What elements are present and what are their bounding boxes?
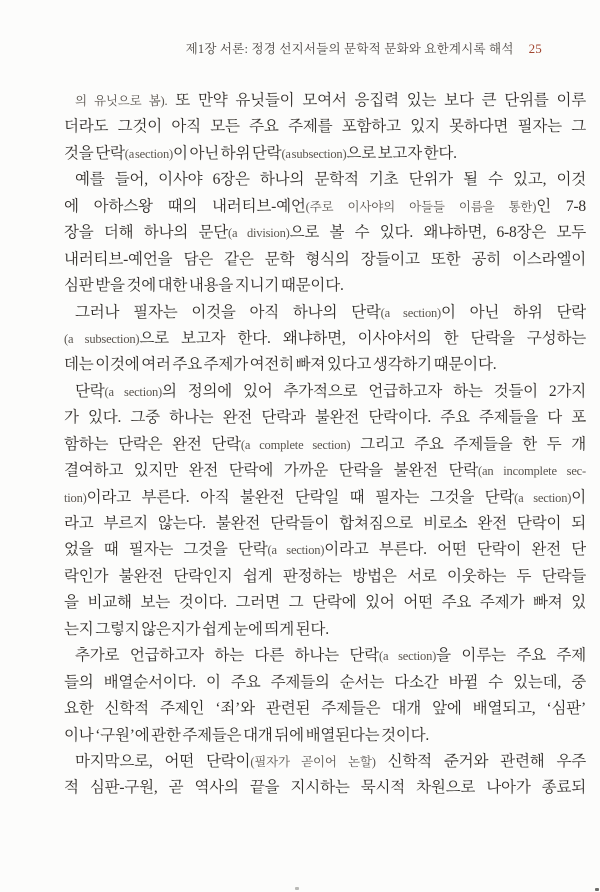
parenthetical-text: (a section) — [378, 649, 437, 664]
parenthetical-text: (a subsection) — [64, 331, 140, 346]
body-text-segment: 내러티브-예언을 담은 같은 문학 형식의 장들이고 또한 공히 이스라엘이 — [64, 250, 586, 268]
parenthetical-text: (a section) — [267, 543, 325, 558]
body-text-segment: 적 심판-구원, 곧 역사의 끝을 지시하는 묵시적 차원으로 나아가 종료되 — [64, 779, 586, 797]
body-text-segment: 으로 보고자 한다. — [346, 144, 457, 162]
body-text-segment: 신학적 준거와 관련해 우주 — [375, 752, 586, 770]
text-line — [64, 749, 586, 775]
text-line — [64, 458, 586, 484]
text-line — [64, 617, 586, 643]
text-line — [64, 775, 586, 801]
text-line — [64, 273, 586, 299]
body-text-segment: 마지막으로, 어떤 단락이 — [75, 752, 251, 770]
page-number: 25 — [528, 41, 542, 56]
body-text-segment: 라고 부르지 않는다. 불완전 단락들이 합쳐짐으로 비로소 완전 단락이 되 — [64, 515, 586, 532]
text-line — [64, 88, 586, 114]
parenthetical-text: (a section) — [104, 384, 163, 399]
body-text-segment: 결여하고 있지만 완전 단락에 가까운 단락을 불완전 단락 — [64, 462, 479, 480]
body-text-segment: 또 만약 유닛들이 모여서 응집력 있는 보다 큰 단위를 이루 — [167, 92, 586, 109]
body-text-segment: 것을 단락 — [64, 144, 125, 162]
text-line — [64, 405, 586, 431]
text-line — [64, 511, 586, 537]
text-line — [64, 379, 586, 405]
body-text-segment: 그러나 필자는 이것을 아직 하나의 단락 — [75, 303, 381, 321]
text-line — [64, 537, 586, 563]
body-text-segment: 이라고 부른다. 아직 불완전 단락일 때 필자는 그것을 단락 — [86, 488, 515, 506]
body-text-segment: 요한 신학적 주제인 ‘죄’와 관련된 주제들은 대개 앞에 배열되고, ‘심판’ — [64, 700, 586, 718]
text-line — [64, 485, 586, 511]
body-text-segment: 을 이루는 주요 주제 — [436, 647, 586, 665]
parenthetical-text: (a subsection) — [281, 146, 347, 161]
parenthetical-text: tion) — [64, 490, 87, 505]
scan-speck — [295, 887, 299, 890]
body-text-segment: 장을 더해 하나의 문단 — [64, 224, 229, 242]
body-text-segment: 에 아하스왕 때의 내러티브-예언 — [64, 197, 306, 215]
parenthetical-text: (a section) — [124, 146, 173, 161]
parenthetical-text: (필자가 곧이어 논할) — [250, 754, 376, 769]
body-text — [64, 88, 586, 802]
text-line — [64, 194, 586, 220]
body-text-segment: 이 아닌 하위 단락 — [441, 303, 586, 321]
body-text-segment: 추가로 언급하고자 하는 다른 하나는 단락 — [75, 647, 379, 665]
body-text-segment: 이라고 부른다. 어떤 단락이 완전 단 — [324, 541, 586, 559]
body-text-segment: 데는 이것에 여러 주요 주제가 여전히 빠져 있다고 생각하기 때문이다. — [64, 356, 497, 374]
body-text-segment: 었을 때 필자는 그것을 단락 — [64, 541, 268, 559]
parenthetical-text: (a complete section) — [240, 437, 351, 452]
body-text-segment: 이 아닌 하위 단락 — [173, 144, 282, 162]
parenthetical-text: (a division) — [228, 226, 290, 241]
text-line — [64, 432, 586, 458]
body-text-segment: 의 정의에 있어 추가적으로 언급하고자 하는 것들이 2가지 — [162, 382, 586, 400]
parenthetical-text: 의 유닛으로 봄). — [75, 94, 168, 108]
body-text-segment: 더라도 그것이 아직 모든 주요 주제를 포함하고 있지 못하다면 필자는 그 — [64, 118, 586, 136]
text-line — [64, 141, 586, 167]
text-line — [64, 723, 586, 749]
chapter-title: 제1장 서론: 정경 선지서들의 문학적 문화와 요한계시록 해석 — [185, 42, 514, 56]
body-text-segment: 으로 보고자 한다. 왜냐하면, 이사야서의 한 단락을 구성하는 — [139, 329, 586, 347]
text-line — [64, 696, 586, 722]
parenthetical-text: (a section) — [514, 490, 572, 505]
text-line — [64, 643, 586, 669]
text-line — [64, 114, 586, 140]
text-line — [64, 564, 586, 590]
parenthetical-text: (an incomplete sec- — [478, 464, 586, 479]
text-line — [64, 590, 586, 616]
body-text-segment: 으로 볼 수 있다. 왜냐하면, 6-8장은 모두 — [289, 224, 586, 242]
text-line — [64, 300, 586, 326]
running-header — [186, 40, 542, 58]
body-text-segment: 그리고 주요 주제들을 한 두 개 — [350, 435, 586, 453]
text-line — [64, 247, 586, 273]
body-text-segment: 들의 배열순서이다. 이 주요 주제들의 순서는 다소간 바뀔 수 있는데, 중 — [64, 673, 586, 691]
body-text-segment: 가 있다. 그중 하나는 완전 단락과 불완전 단락이다. 주요 주제들을 다 포 — [64, 409, 586, 427]
text-line — [64, 352, 586, 378]
parenthetical-text: (a section) — [380, 305, 442, 320]
body-text-segment: 단락 — [75, 382, 105, 400]
body-text-segment: 이 — [571, 488, 586, 506]
body-text-segment: 예를 들어, 이사야 6장은 하나의 문학적 기초 단위가 될 수 있고, 이것 — [75, 171, 586, 189]
body-text-segment: 인 7-8 — [536, 197, 586, 215]
body-text-segment: 함하는 단락은 완전 단락 — [64, 435, 241, 453]
text-line — [64, 670, 586, 696]
parenthetical-text: (주로 이사야의 아들들 이름을 통한) — [305, 199, 537, 214]
body-text-segment: 이나 ‘구원’에 관한 주제들은 대개 뒤에 배열된다는 것이다. — [64, 726, 430, 744]
text-line — [64, 220, 586, 246]
body-text-segment: 는지 그렇지 않은지가 쉽게 눈에 띄게 된다. — [64, 620, 329, 638]
body-text-segment: 심판 받을 것에 대한 내용을 지니기 때문이다. — [64, 277, 344, 295]
text-line — [64, 167, 586, 193]
body-text-segment: 을 비교해 보는 것이다. 그러면 그 단락에 있어 어떤 주요 주제가 빠져 있 — [64, 594, 586, 612]
text-line — [64, 326, 586, 352]
scan-speck — [595, 888, 599, 891]
body-text-segment: 락인가 불완전 단락인지 쉽게 판정하는 방법은 서로 이웃하는 두 단락들 — [64, 567, 586, 585]
